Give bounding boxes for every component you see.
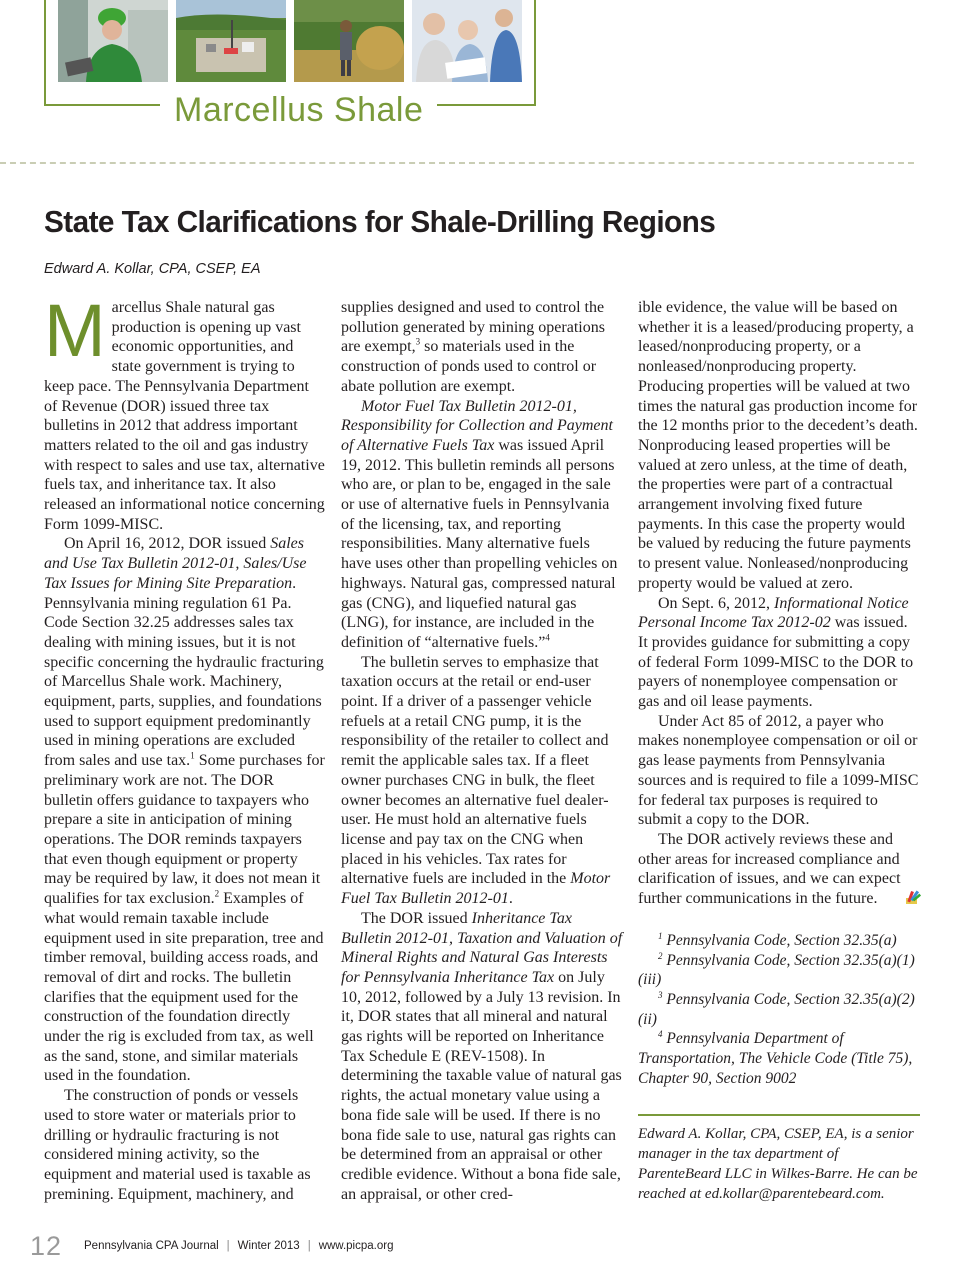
article-title: State Tax Clarifications for Shale-Drilling Regions <box>44 204 716 239</box>
section-title: Marcellus Shale <box>160 90 437 130</box>
worker-hardhat-photo <box>58 0 168 82</box>
issue-date: Winter 2013 <box>237 1240 300 1252</box>
paragraph: The DOR actively reviews these and other areas for increased compliance and clarification of issues, and we can expect further communications in the future. <box>638 830 920 909</box>
article-column-3 <box>638 298 920 1204</box>
bulletin-title: Motor Fuel Tax Bulletin 2012-01, Responsibility for Collection and Payment of Alternative Fuels Tax <box>341 397 613 454</box>
publication-name: Pennsylvania CPA Journal <box>84 1240 219 1252</box>
article-column-2 <box>341 298 623 1204</box>
paragraph: Marcellus Shale natural gas production is opening up vast economic opportunities, and state government is trying to keep pace. The Pennsylvania Department of Revenue (DOR) issued three tax bulletins in 2012 that address important matters related to the oil and gas industry with respect to sales and use tax, alternative fuels tax, and inheritance tax. It also released an informational notice concerning Form 1099-MISC. <box>44 289 325 533</box>
dashed-divider <box>0 162 914 164</box>
article-byline: Edward A. Kollar, CPA, CSEP, EA <box>44 261 261 277</box>
paragraph: ible evidence, the value will be based on whether it is a leased/producing property, a leased/nonproducing property, or a nonleased/nonproducing property. Producing properties will be valued at two times the natural gas production income for the 12 months prior to the decedent’s death. Nonproducing leased properties will be valued at zero unless, at the time of death, the properties were part of a contractual arrangement involving fixed future payments. In this case the property would be valued by reducing the future payments to present value. Nonleased/nonproducing property would be valued at zero. <box>638 299 918 592</box>
paragraph: On Sept. 6, 2012, Informational Notice Personal Income Tax 2012-02 was issued. It provides guidance for submitting a copy of federal Form 1099-MISC to the DOR to payers of nonemployee compensation or gas and oil lease payments. <box>638 594 914 711</box>
page-footer <box>30 1228 393 1264</box>
footnote: $^4$ Pennsylvania Department of Transportation, The Vehicle Code (Title 75), Chapter 90, Section 9002 <box>638 1029 913 1087</box>
footer-separator: | <box>307 1240 311 1252</box>
footnote-ref: 2 <box>214 888 220 899</box>
paragraph: supplies designed and used to control the pollution generated by mining operations are exempt,$^3$ so materials used in the construction of ponds used to control or abate pollution are exempt. <box>341 299 605 395</box>
footnote: $^3$ Pennsylvania Code, Section 32.35(a)(2)(ii) <box>638 989 915 1028</box>
paragraph: The construction of ponds or vessels used to store water or materials prior to drilling or hydraulic fracturing is not considered mining activity, so the equipment and material used is taxable as premining. Equipment, machinery, and <box>44 1087 311 1203</box>
footnote-ref: 1 <box>190 750 195 761</box>
paragraph: Motor Fuel Tax Bulletin 2012-01, Responsibility for Collection and Payment of Alternative Fuels Tax was issued April 19, 2012. This bulletin reminds all persons who are, or plan to be, engaged in the sale or use of alternative fuels in Pennsylvania of the licensing, tax, and reporting responsibilities. Many alternative fuels have uses other than propelling vehicles on highways. Natural gas, compressed natural gas (CNG), and liquefied natural gas (LNG), for instance, are included in the definition of “alternative fuels.”$^4$ <box>341 397 618 651</box>
paragraph: On April 16, 2012, DOR issued Sales and Use Tax Bulletin 2012-01, Sales/Use Tax Issues for Mining Site Preparation. Pennsylvania mining regulation 61 Pa. Code Section 32.25 addresses sales tax dealing with mining issues, but it is not specific concerning the hydraulic fracturing of Marcellus Shale work. Machinery, equipment, parts, supplies, and foundations used to support equipment predominantly used in mining operations are excluded from sales and use tax.$^1$ Some purchases for preliminary work are not. The DOR bulletin offers guidance to taxpayers who prepare a site in anticipation of mining operations. The DOR reminds taxpayers that even though equipment or property may be required by law, it does not mean it qualifies for tax exclusion.$^2$ Examples of what would remain taxable include equipment used in site preparation, tree and timber removal, building access roads, and removal of dirt and rocks. The bulletin clarifies that the equipment used for the construction of the foundation directly under the rig is excluded from tax, as well as the sand, stone, and similar materials used in the foundation. <box>44 535 325 1085</box>
footnote: $^2$ Pennsylvania Code, Section 32.35(a)(1)(iii) <box>638 950 915 989</box>
notice-title: Informational Notice Personal Income Tax 2012-02 <box>638 594 909 632</box>
footnote: $^1$ Pennsylvania Code, Section 32.35(a) <box>658 930 897 949</box>
footnote-ref: 4 <box>545 632 550 643</box>
footer-separator: | <box>226 1240 230 1252</box>
article-column-1 <box>44 289 326 1204</box>
bulletin-title: Sales and Use Tax Bulletin 2012-01, Sales/Use Tax Issues for Mining Site Preparation <box>44 535 307 592</box>
pencil-end-mark-icon <box>883 889 903 905</box>
family-paperwork-photo <box>412 0 522 82</box>
website-link[interactable]: www.picpa.org <box>318 1240 394 1252</box>
bulletin-title: Motor Fuel Tax Bulletin 2012-01 <box>341 870 611 908</box>
paragraph: The bulletin serves to emphasize that taxation occurs at the retail or end-user point. If a driver of a passenger vehicle refuels at a retail CNG pump, it is the responsibility of the retailer to collect and remit the applicable sales tax. If a fleet owner purchases CNG in bulk, the fleet owner becomes an alternative fuel dealer-user. He must hold an alternative fuels license and pay tax on the CNG when placed in his vehicles. Tax rates for alternative fuels are included in the Motor Fuel Tax Bulletin 2012-01. <box>341 653 611 908</box>
farmer-field-photo <box>294 0 404 82</box>
bulletin-title: Inheritance Tax Bulletin 2012-01, Taxation and Valuation of Mineral Rights and Natural Gas Interests for Pennsylvania Inheritance Tax <box>341 909 623 986</box>
drilling-site-aerial-photo <box>176 0 286 82</box>
drop-cap: M <box>44 289 106 372</box>
page-number: 12 <box>30 1230 63 1261</box>
author-bio: Edward A. Kollar, CPA, CSEP, EA, is a senior manager in the tax department of ParenteBeard LLC in Wilkes-Barre. He can be reached at ed.kollar@parentebeard.com. <box>638 1126 918 1203</box>
bio-divider <box>638 1114 920 1116</box>
footnotes <box>638 931 920 1089</box>
paragraph: Under Act 85 of 2012, a payer who makes nonemployee compensation or oil or gas lease payments from Pennsylvania sources and is required to file a 1099-MISC for federal tax purposes is required to submit a copy to the DOR. <box>638 712 919 829</box>
paragraph: The DOR issued Inheritance Tax Bulletin 2012-01, Taxation and Valuation of Mineral Rights and Natural Gas Interests for Pennsylvania Inheritance Tax on July 10, 2012, followed by a July 13 revision. In it, DOR states that all mineral and natural gas rights will be reported on Inheritance Tax Schedule E (REV-1508). In determining the taxable value of natural gas rights, the actual monetary value using a bona fide sale will be used. If there is no bona fide sale to use, natural gas rights can be determined from an appraisal or other credible evidence. Without a bona fide sale, an appraisal, or other cred- <box>341 909 623 1203</box>
footnote-ref: 3 <box>415 337 421 348</box>
